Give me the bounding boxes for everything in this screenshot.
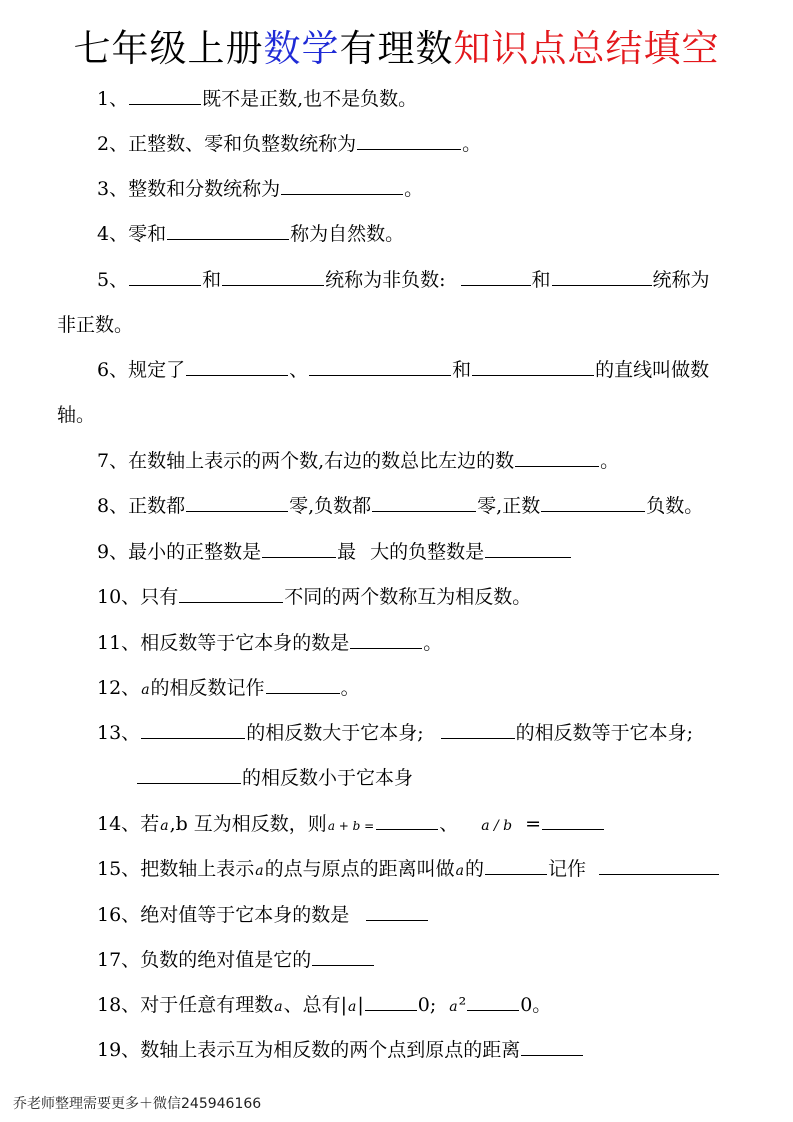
question-7: 7、在数轴上表示的两个数,右边的数总比左边的数 。 [97, 450, 620, 472]
answer-blank[interactable] [167, 221, 289, 240]
answer-blank[interactable] [262, 539, 336, 558]
title-part-3: 有理数 [339, 27, 454, 70]
answer-blank[interactable] [467, 992, 519, 1011]
question-17: 17、负数的绝对值是它的 [97, 947, 375, 972]
question-5-continued: 非正数。 [57, 314, 134, 336]
title-part-4: 知识点总结填空 [453, 27, 720, 70]
question-1: 1、 既不是正数,也不是负数。 [97, 88, 418, 110]
answer-blank[interactable] [357, 131, 461, 150]
expression-a-plus-b: a + b = [327, 819, 375, 833]
question-10: 10、只有 不同的两个数称互为相反数。 [97, 586, 532, 608]
question-16: 16、绝对值等于它本身的数是 [97, 902, 429, 927]
question-14: 14、若a,b 互为相反数，则a + b = 、 a / b = [97, 811, 605, 838]
title-part-2: 数学 [263, 27, 340, 70]
question-12: 12、a的相反数记作 。 [97, 677, 360, 699]
answer-blank[interactable] [141, 720, 245, 739]
answer-blank[interactable] [281, 176, 403, 195]
answer-blank[interactable] [552, 267, 652, 286]
expression-a-over-b: a / b [481, 818, 513, 834]
answer-blank[interactable] [129, 267, 201, 286]
question-18: 18、对于任意有理数a、总有|a| 0; a² 0。 [97, 994, 552, 1016]
answer-blank[interactable] [599, 856, 719, 875]
answer-blank[interactable] [309, 357, 451, 376]
answer-blank[interactable] [372, 493, 476, 512]
question-4: 4、零和 称为自然数。 [97, 223, 405, 245]
question-3: 3、整数和分数统称为 。 [97, 178, 424, 200]
question-13: 13、 的相反数大于它本身; 的相反数等于它本身; [97, 722, 693, 744]
answer-blank[interactable] [485, 856, 547, 875]
answer-blank[interactable] [266, 675, 340, 694]
question-6-continued: 轴。 [57, 404, 96, 426]
answer-blank[interactable] [365, 992, 417, 1011]
answer-blank[interactable] [186, 357, 288, 376]
answer-blank[interactable] [186, 493, 288, 512]
answer-blank[interactable] [461, 267, 531, 286]
answer-blank[interactable] [179, 584, 283, 603]
answer-blank[interactable] [542, 811, 604, 830]
answer-blank[interactable] [137, 765, 241, 784]
question-6: 6、规定了 、 和 的直线叫做数 [97, 359, 710, 381]
answer-blank[interactable] [222, 267, 324, 286]
answer-blank[interactable] [472, 357, 594, 376]
answer-blank[interactable] [350, 630, 422, 649]
page-title [0, 18, 793, 72]
question-2: 2、正整数、零和负整数统称为 。 [97, 133, 482, 155]
answer-blank[interactable] [129, 86, 201, 105]
answer-blank[interactable] [366, 902, 428, 921]
answer-blank[interactable] [485, 539, 571, 558]
question-8: 8、正数都 零,负数都 零,正数 负数。 [97, 495, 704, 517]
question-5: 5、 和 统称为非负数: 和 统称为 [97, 269, 710, 291]
question-15: 15、把数轴上表示a的点与原点的距离叫做a的 记作 [97, 856, 720, 883]
title-part-1: 七年级上册 [73, 27, 264, 70]
question-19: 19、数轴上表示互为相反数的两个点到原点的距离 [97, 1037, 584, 1062]
question-13-continued: 的相反数小于它本身 [136, 765, 413, 790]
question-11: 11、相反数等于它本身的数是 。 [97, 632, 443, 654]
answer-blank[interactable] [312, 947, 374, 966]
answer-blank[interactable] [441, 720, 515, 739]
answer-blank[interactable] [521, 1037, 583, 1056]
variable-a: a [141, 682, 150, 698]
answer-blank[interactable] [541, 493, 645, 512]
answer-blank[interactable] [515, 448, 599, 467]
question-9: 9、最小的正整数是 最 大的负整数是 [97, 539, 572, 564]
answer-blank[interactable] [376, 811, 438, 830]
footer-note: 乔老师整理需要更多＋微信245946166 [13, 1096, 262, 1112]
